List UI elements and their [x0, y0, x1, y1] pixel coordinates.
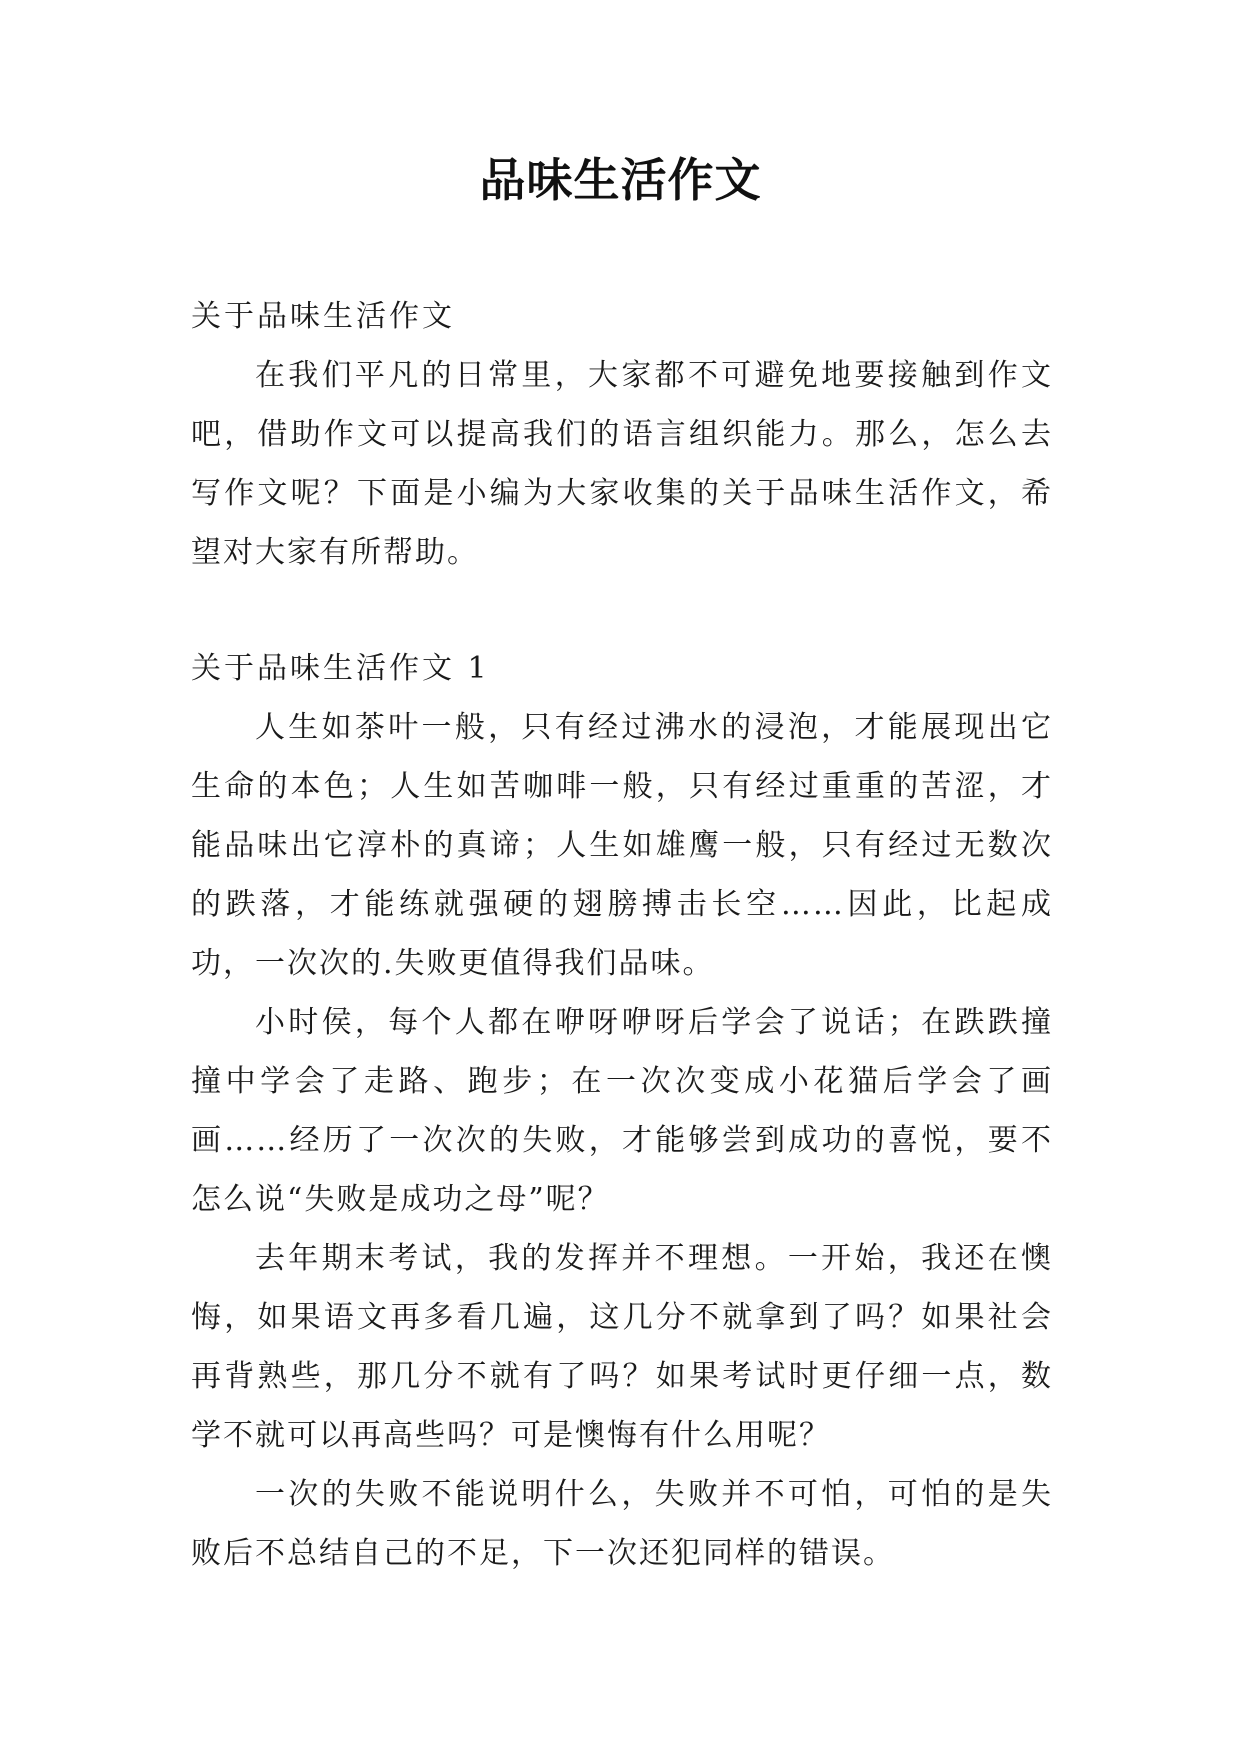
intro-paragraph: 在我们平凡的日常里，大家都不可避免地要接触到作文吧，借助作文可以提高我们的语言组织能力。那么，怎么去写作文呢？下面是小编为大家收集的关于品味生活作文，希望对大家有所帮助。	[191, 358, 1053, 570]
section-spacer	[191, 582, 1053, 640]
body-paragraph: 去年期末考试，我的发挥并不理想。一开始，我还在懊悔，如果语文再多看几遍，这几分不就拿到了吗？如果社会再背熟些，那几分不就有了吗？如果考试时更仔细一点，数学不就可以再高些吗？可是懊悔有什么用呢？	[191, 1241, 1053, 1453]
body-paragraph: 小时侯，每个人都在咿呀咿呀后学会了说话；在跌跌撞撞中学会了走路、跑步；在一次次变成小花猫后学会了画画……经历了一次次的失败，才能够尝到成功的喜悦，要不怎么说“失败是成功之母”呢？	[191, 1005, 1053, 1217]
document-body	[191, 288, 1053, 1583]
body-paragraph: 人生如茶叶一般，只有经过沸水的浸泡，才能展现出它生命的本色；人生如苦咖啡一般，只有经过重重的苦涩，才能品味出它淳朴的真谛；人生如雄鹰一般，只有经过无数次的跌落，才能练就强硬的翅膀搏击长空……因此，比起成功，一次次的.失败更值得我们品味。	[191, 710, 1053, 981]
document-title: 品味生活作文	[479, 153, 762, 207]
body-paragraph: 一次的失败不能说明什么，失败并不可怕，可怕的是失败后不总结自己的不足，下一次还犯同样的错误。	[191, 1477, 1053, 1571]
intro-heading: 关于品味生活作文	[191, 299, 455, 334]
section-heading: 关于品味生活作文 1	[191, 651, 490, 686]
